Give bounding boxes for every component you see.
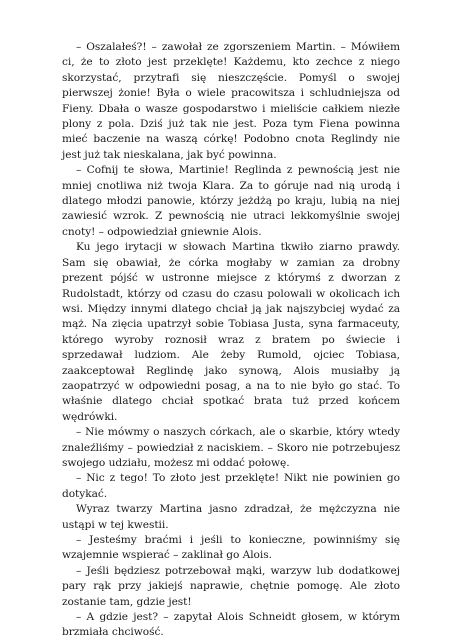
paragraph: – Jesteśmy braćmi i jeśli to konieczne, powinniśmy się wzajemnie wspierać – zaklinał go Alois. (62, 534, 400, 562)
paragraph: – A gdzie jest? – zapytał Alois Schneidt głosem, w którym brzmiała chciwość. (62, 611, 400, 639)
paragraph: Ku jego irytacji w słowach Martina tkwiło ziarno prawdy. Sam się obawiał, że córka mogłaby w zamian za drobny prezent pójść w ustronne miejsce z którymś z dworzan z Rudolstadt, którzy od czasu do czasu polowali w okolicach ich wsi. Między innymi dlatego chciał ją jak najszybciej wydać za mąż. Na zięcia upatrzył sobie Tobiasa Justa, syna farmaceuty, którego wyroby roznosił wraz z bratem po świecie i sprzedawał ludziom. Ale żeby Rumold, ojciec Tobiasa, zaakceptował Reglindę jako synową, Alois musiałby ją zaopatrzyć w odpowiedni posag, a na to nie było go stać. To właśnie dlatego chciał spotkać brata tuż przed końcem wędrówki. (62, 241, 400, 423)
paragraph: Wyraz twarzy Martina jasno zdradzał, że mężczyzna nie ustąpi w tej kwestii. (62, 503, 400, 531)
paragraph: – Jeśli będziesz potrzebował mąki, warzyw lub dodatkowej pary rąk przy jakiejś naprawie, chętnie pomogę. Ale złoto zostanie tam, gdzie jest! (62, 564, 400, 608)
paragraph: – Oszalałeś?! – zawołał ze zgorszeniem Martin. – Mówiłem ci, że to złoto jest przeklęte! Każdemu, kto zechce z niego skorzystać, przytrafi się nieszczęście. Pomyśl o swojej pierwszej żonie! Była o wiele pracowitsza i schludniejsza od Fieny. Dbała o wasze gospodarstwo i mieliście całkiem niezłe plony z pola. Dziś już tak nie jest. Poza tym Fiena powinna mieć baczenie na waszą córkę! Podobno cnota Reglindy nie jest już tak nieskalana, jak być powinna. (62, 41, 400, 161)
paragraph: – Cofnij te słowa, Martinie! Reglinda z pewnością jest nie mniej cnotliwa niż twoja Klara. Za to góruje nad nią urodą i dlatego młodzi panowie, którzy jeżdżą po kraju, lubią na niej zawiesić wzrok. Z pewnością nie utraci lekkomyślnie swojej cnoty! – odpowiedział gniewnie Alois. (62, 164, 400, 238)
page-text (62, 40, 400, 641)
paragraph: – Nie mówmy o naszych córkach, ale o skarbie, który wtedy znaleźliśmy – powiedział z naciskiem. – Skoro nie potrzebujesz swojego udziału, możesz mi oddać połowę. (62, 426, 400, 469)
paragraph: – Nic z tego! To złoto jest przeklęte! Nikt nie powinien go dotykać. (62, 472, 400, 500)
